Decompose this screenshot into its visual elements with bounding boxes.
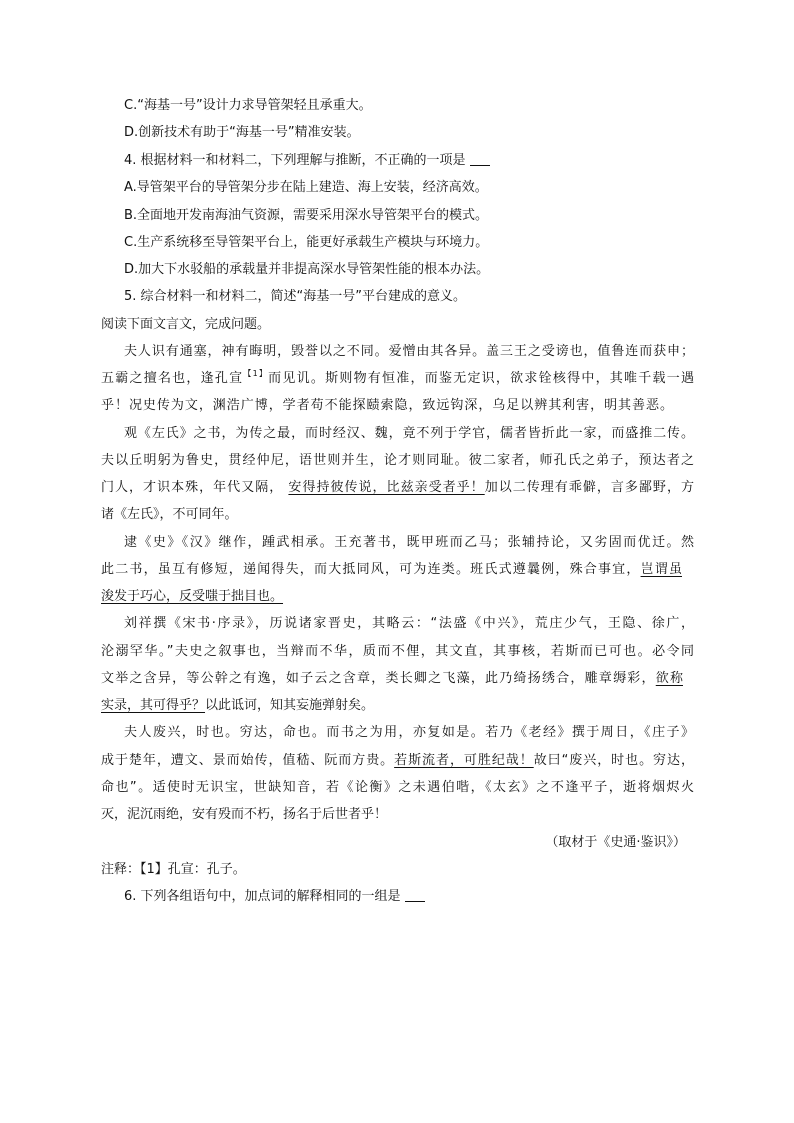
text: 文举之含异，等公幹之有逸，如子云之含章，类长卿之飞藻，此乃绮扬绣合，雕章缛彩， (101, 671, 656, 686)
passage-p2-line2: 夫以丘明躬为鲁史，贯经仲尼，语世则并生，论才则同耻。彼二家者，师孔氏之弟子，预达者之 (101, 453, 694, 468)
q4-option-c: C.生产系统移至导管架平台上，能更好承载生产模块与环境力。 (124, 235, 489, 250)
passage-p5-line3: 命也”。适使时无识宝，世缺知音，若《论衡》之未遇伯喈，《太玄》之不逢平子，逝将烟烬火 (101, 780, 694, 795)
q4-stem (124, 152, 490, 170)
underlined-sentence: 浚发于巧心，反受嗤于拙目也。 (101, 589, 284, 604)
passage-p5-line1: 夫人废兴，时也。穷达，命也。而书之为用，亦复如是。若乃《老经》撰于周日，《庄子》 (124, 725, 694, 740)
text: 加以二传理有乖僻，言多鄙野，方 (484, 480, 694, 495)
source-citation: （取材于《史通·鉴识》） (545, 835, 686, 850)
passage-p2-line1: 观《左氏》之书，为传之最，而时经汉、魏，竟不列于学官，儒者皆折此一家，而盛推二传。 (124, 426, 694, 441)
text: 故曰“废兴，时也。穷达， (533, 753, 694, 768)
passage-p5-line4: 灭，泥沉雨绝，安有殁而不朽，扬名于后世者乎！ (101, 807, 388, 822)
text: 而见讥。斯则物有恒准，而鉴无定识，欲求铨核得中，其唯千载一遇 (268, 371, 694, 386)
text: 门人，才识本殊，年代又隔， (101, 480, 284, 495)
text: 五霸之擅名也，逢孔宣 (101, 371, 244, 386)
text: 此二书，虽互有修短，递闻得失，而大抵同风，可为连类。班氏式遵曩例，殊合事宜， (101, 562, 641, 577)
text: 成于楚年，遭文、景而始传，值嵇、阮而方贵。 (101, 753, 395, 768)
footnote-marker: 【1】 (243, 369, 269, 378)
reading-intro: 阅读下面文言文，完成问题。 (101, 317, 271, 332)
footnote: 注释：【1】孔宣：孔子。 (101, 862, 246, 877)
q5-stem: 5. 综合材料一和材料二，简述“海基一号”平台建成的意义。 (124, 289, 467, 304)
passage-p3-line1: 逮《史》《汉》继作，踵武相承。王充著书，既甲班而乙马；张辅持论，又劣固而优迁。然 (124, 535, 694, 550)
passage-p1-line2 (101, 370, 694, 388)
underlined-sentence: 若斯流者，可胜纪哉！ (394, 753, 534, 768)
q6-stem (124, 888, 425, 906)
passage-p4-line3 (101, 670, 683, 688)
passage-p1-line3: 乎！况史传为文，渊浩广博，学者苟不能探赜索隐，致远钩深，乌足以辨其利害，明其善恶。 (101, 398, 673, 413)
q3-option-d: D.创新技术有助于“海基一号”精准安装。 (124, 125, 360, 140)
q4-option-a: A.导管架平台的导管架分步在陆上建造、海上安装，经济高效。 (124, 180, 488, 195)
answer-blank[interactable] (405, 888, 425, 902)
passage-p4-line2: 沦溺罕华。”夫史之叙事也，当辩而不华，质而不俚，其文直，其事核，若斯而已可也。必令同 (101, 644, 694, 659)
q3-option-c: C.“海基一号”设计力求导管架轻且承重大。 (124, 98, 372, 113)
answer-blank[interactable] (470, 152, 490, 166)
passage-p3-line3 (101, 588, 283, 606)
passage-p4-line1: 刘祥撰《宋书·序录》，历说诸家晋史，其略云：“法盛《中兴》，荒庄少气，王隐、徐广， (124, 616, 694, 631)
q6-stem-text: 6. 下列各组语句中，加点词的解释相同的一组是 (124, 889, 401, 904)
q4-option-b: B.全面地开发南海油气资源，需要采用深水导管架平台的模式。 (124, 208, 489, 223)
underlined-sentence: 岂谓虽 (640, 562, 682, 577)
underlined-sentence: 欲称 (655, 671, 683, 686)
passage-p1-line1: 夫人识有通塞，神有晦明，毁誉以之不同。爱憎由其各异。盖三王之受谤也，值鲁连而获申； (124, 344, 694, 359)
q4-stem-text: 4. 根据材料一和材料二，下列理解与推断，不正确的一项是 (124, 153, 466, 168)
text: 以此诋诃，知其妄施弹射矣。 (205, 698, 375, 713)
passage-p5-line2 (101, 752, 694, 770)
underlined-sentence: 安得持彼传说，比兹亲受者乎！ (288, 480, 485, 495)
underlined-sentence: 实录，其可得乎？ (101, 698, 206, 713)
passage-p3-line2 (101, 561, 682, 579)
q4-option-d: D.加大下水驳船的承载量并非提高深水导管架性能的根本办法。 (124, 262, 490, 277)
passage-p2-line3 (101, 479, 694, 497)
passage-p4-line4 (101, 697, 374, 715)
passage-p2-line4: 诸《左氏》，不可同年。 (101, 507, 238, 522)
